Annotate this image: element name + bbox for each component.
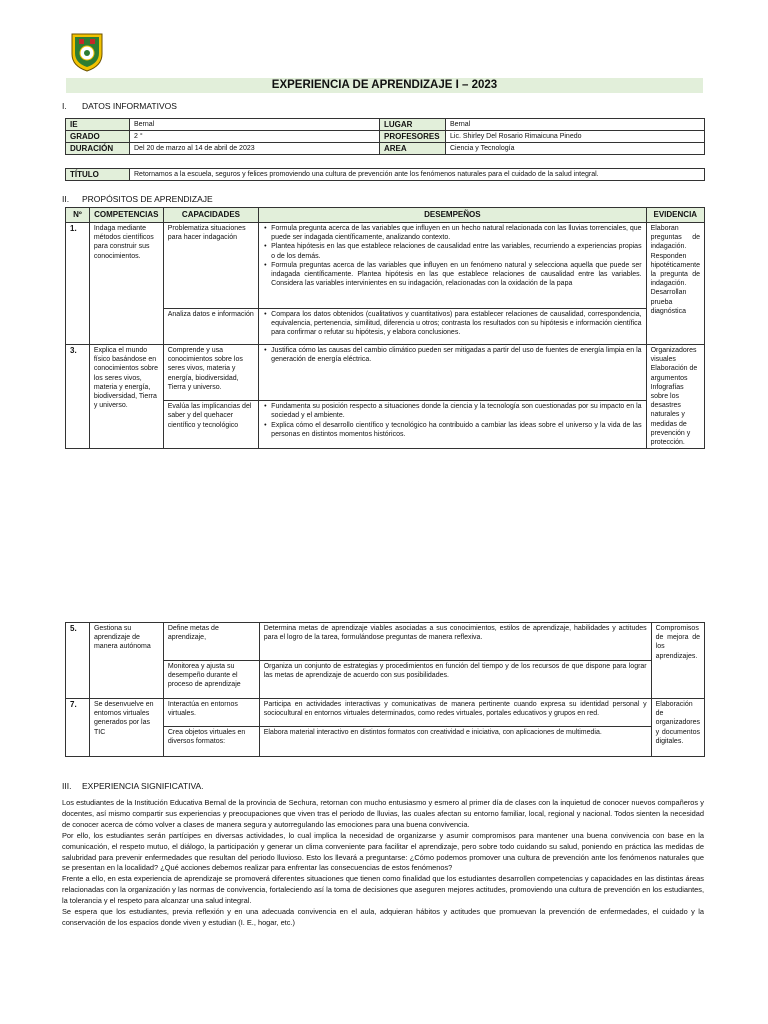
section-title: DATOS INFORMATIVOS xyxy=(82,101,177,111)
desempeno-item: • Formula pregunta acerca de las variables que influyen en un hecho natural relacionada con las lluvias torrenciales, que puede ser indagada científicamente, analizando contexto. xyxy=(271,224,641,242)
row-number: 7. xyxy=(66,699,90,757)
desempeno-item: • Justifica cómo las causas del cambio climático pueden ser mitigadas a partir del uso de fuentes de energía limpia en la generación de energía eléctrica. xyxy=(271,346,641,364)
competencia-cell: Explica el mundo físico basándose en conocimientos sobre los seres vivos, materia y energía, biodiversidad, Tierra y universo. xyxy=(89,345,163,449)
section-heading-informativos xyxy=(62,101,177,111)
capacidad-cell: Interactúa en entornos virtuales. xyxy=(163,699,259,727)
col-header-evidencia: EVIDENCIA xyxy=(646,208,704,223)
section-heading-experiencia xyxy=(62,781,204,791)
section-heading-propositos xyxy=(62,194,213,204)
desempeno-cell: Participa en actividades interactivas y comunicativas de manera pertinente cuando expresa su identidad personal y sociocultural en entornos virtuales determinados, como redes virtuales, portales educativos y grupos en red. xyxy=(259,699,651,727)
propositos-table-part2 xyxy=(65,622,705,757)
experiencia-text xyxy=(62,798,704,929)
desempeno-item: • Compara los datos obtenidos (cualitativos y cuantitativos) para establecer relaciones de causalidad, correspondencia, equivalencia, pertenencia, similitud, diferencia u otros; contrasta los resultados con su hipótesis e información científica para confirmar o refutar su hipótesis, y elabora conclusiones. xyxy=(271,310,641,338)
col-header-desempenos: DESEMPEÑOS xyxy=(259,208,646,223)
capacidad-cell: Monitorea y ajusta su desempeño durante el proceso de aprendizaje xyxy=(163,661,259,699)
evidencia-cell: Compromisos de mejora de los aprendizajes. xyxy=(651,623,704,699)
col-header-num: Nº xyxy=(66,208,90,223)
row-number: 5. xyxy=(66,623,90,699)
profesores-value: Lic. Shirley Del Rosario Rimaicuna Pinedo xyxy=(446,131,705,143)
desempeno-item: • Plantea hipótesis en las que establece relaciones de causalidad entre las variables, recurriendo a experiencias propias o de los demás. xyxy=(271,242,641,260)
capacidad-cell: Analiza datos e información xyxy=(163,309,258,345)
section-number: I. xyxy=(62,101,67,111)
ie-label: IE xyxy=(66,119,130,131)
titulo-value: Retornamos a la escuela, seguros y felices promoviendo una cultura de prevención ante los fenómenos naturales para el cuidado de la salud integral. xyxy=(130,169,705,181)
section-title: PROPÓSITOS DE APRENDIZAJE xyxy=(82,194,213,204)
duracion-value: Del 20 de marzo al 14 de abril de 2023 xyxy=(130,143,380,155)
paragraph: Se espera que los estudiantes, previa reflexión y en una adecuada convivencia en el aula, adquieran hábitos y actitudes que promuevan la prevención de enfermedades, el cuidado y la conservación de los espacios donde viven y estudian (I. E., hogar, etc.) xyxy=(62,907,704,927)
evidencia-cell: Elaboran preguntas de indagación. Responden hipotéticamente la pregunta de indagación. Desarrollan prueba diagnóstica xyxy=(646,223,704,345)
grado-label: GRADO xyxy=(66,131,130,143)
desempeno-cell xyxy=(259,401,646,449)
desempeno-cell xyxy=(259,345,646,401)
capacidad-cell: Define metas de aprendizaje, xyxy=(163,623,259,661)
row-number: 1. xyxy=(66,223,90,345)
row-number: 3. xyxy=(66,345,90,449)
competencia-cell: Gestiona su aprendizaje de manera autónoma xyxy=(89,623,163,699)
capacidad-cell: Evalúa las implicancias del saber y del quehacer científico y tecnológico xyxy=(163,401,258,449)
duracion-label: DURACIÓN xyxy=(66,143,130,155)
section-number: II. xyxy=(62,194,70,204)
capacidad-cell: Comprende y usa conocimientos sobre los seres vivos, materia y energía, biodiversidad, Tierra y universo. xyxy=(163,345,258,401)
desempeno-cell: Elabora material interactivo en distintos formatos con creatividad e iniciativa, con aplicaciones de multimedia. xyxy=(259,727,651,757)
grado-value: 2 ° xyxy=(130,131,380,143)
paragraph: Los estudiantes de la Institución Educativa Bernal de la provincia de Sechura, retornan con mucho entusiasmo y esmero al primer día de clases con la inquietud de conocer nuevos compañeros y docentes, así mismo compartir sus experiencias y preocupaciones que viven tras el periodo de lluvias, las cuales afectan su entorno familiar, local, regional y nacional. Todos sienten la necesidad de conocer acerca de cómo volver a clases de manera segura y autorregulando las emociones para una buena convivencia. xyxy=(62,798,704,829)
desempeno-item: • Formula preguntas acerca de las variables que influyen en un fenómeno natural y selecciona aquella que puede ser indagada científicamente. Plantea hipótesis en las que establece relaciones de causalidad entre las variables. Considera las variables intervinientes en su indagación, relacionadas con la oxidación de la papa xyxy=(271,261,641,289)
lugar-label: LUGAR xyxy=(380,119,446,131)
col-header-capacidades: CAPACIDADES xyxy=(163,208,258,223)
info-table xyxy=(65,118,705,155)
competencia-cell: Indaga mediante métodos científicos para construir sus conocimientos. xyxy=(89,223,163,345)
titulo-table xyxy=(65,168,705,181)
capacidad-cell: Crea objetos virtuales en diversos formatos: xyxy=(163,727,259,757)
area-label: AREA xyxy=(380,143,446,155)
evidencia-cell: Elaboración de organizadores y documentos digitales. xyxy=(651,699,704,757)
school-shield-icon xyxy=(70,32,104,72)
page-title: EXPERIENCIA DE APRENDIZAJE I – 2023 xyxy=(271,79,498,91)
profesores-label: PROFESORES xyxy=(380,131,446,143)
paragraph: Por ello, los estudiantes serán partícipes en diversas actividades, lo cual implica la necesidad de organizarse y asumir compromisos para mantener una buena convivencia con base en la comunicación, el respeto mutuo, el diálogo, la participación y generar un clima conveniente para facilitar el aprendizaje, pero sobre todo cuidando su salud, poniendo en práctica las medidas de salubridad para prevenir enfermedades que resultan del periodo lluvioso. Esto los llevará a preguntarse: ¿Cómo podemos promover una cultura de prevención ante los fenómenos naturales que se presentan en la localidad? ¿Qué acciones debemos realizar para enfrentar las consecuencias de estos fenómenos? xyxy=(62,830,704,873)
desempeno-cell: Organiza un conjunto de estrategias y procedimientos en función del tiempo y de los recursos de que dispone para lograr las metas de aprendizaje de acuerdo con sus posibilidades. xyxy=(259,661,651,699)
desempeno-cell: Determina metas de aprendizaje viables asociadas a sus conocimientos, estilos de aprendizaje, habilidades y actitudes para el logro de la tarea, formulándose preguntas de manera reflexiva. xyxy=(259,623,651,661)
area-value: Ciencia y Tecnología xyxy=(446,143,705,155)
lugar-value: Bernal xyxy=(446,119,705,131)
section-number: III. xyxy=(62,781,72,791)
desempeno-cell xyxy=(259,309,646,345)
capacidad-cell: Problematiza situaciones para hacer indagación xyxy=(163,223,258,309)
section-title: EXPERIENCIA SIGNIFICATIVA. xyxy=(82,781,204,791)
desempeno-item: • Explica cómo el desarrollo científico y tecnológico ha contribuido a cambiar las ideas sobre el universo y la vida de las personas en distintos momentos históricos. xyxy=(271,421,641,439)
paragraph: Frente a ello, en esta experiencia de aprendizaje se promoverá diferentes situaciones que tienen como finalidad que los estudiantes desarrollen competencias y capacidades en las distintas áreas relacionadas con la organización y las normas de convivencia, fortaleciendo así la toma de decisiones que aseguren mejores actitudes, promoviendo una cultura de prevención en los estudiantes, la tolerancia y el respeto para alcanzar una salud integral. xyxy=(62,874,704,906)
titulo-label: TÍTULO xyxy=(66,169,130,181)
competencia-cell: Se desenvuelve en entornos virtuales generados por las TIC xyxy=(89,699,163,757)
desempeno-cell xyxy=(259,223,646,309)
evidencia-cell: Organizadores visuales Elaboración de argumentos Infografías sobre los desastres naturales y medidas de prevención y protección. xyxy=(646,345,704,449)
desempeno-item: • Fundamenta su posición respecto a situaciones donde la ciencia y la tecnología son cuestionadas por su impacto en la sociedad y el ambiente. xyxy=(271,402,641,420)
propositos-table-part1 xyxy=(65,207,705,449)
ie-value: Bernal xyxy=(130,119,380,131)
col-header-competencias: COMPETENCIAS xyxy=(89,208,163,223)
